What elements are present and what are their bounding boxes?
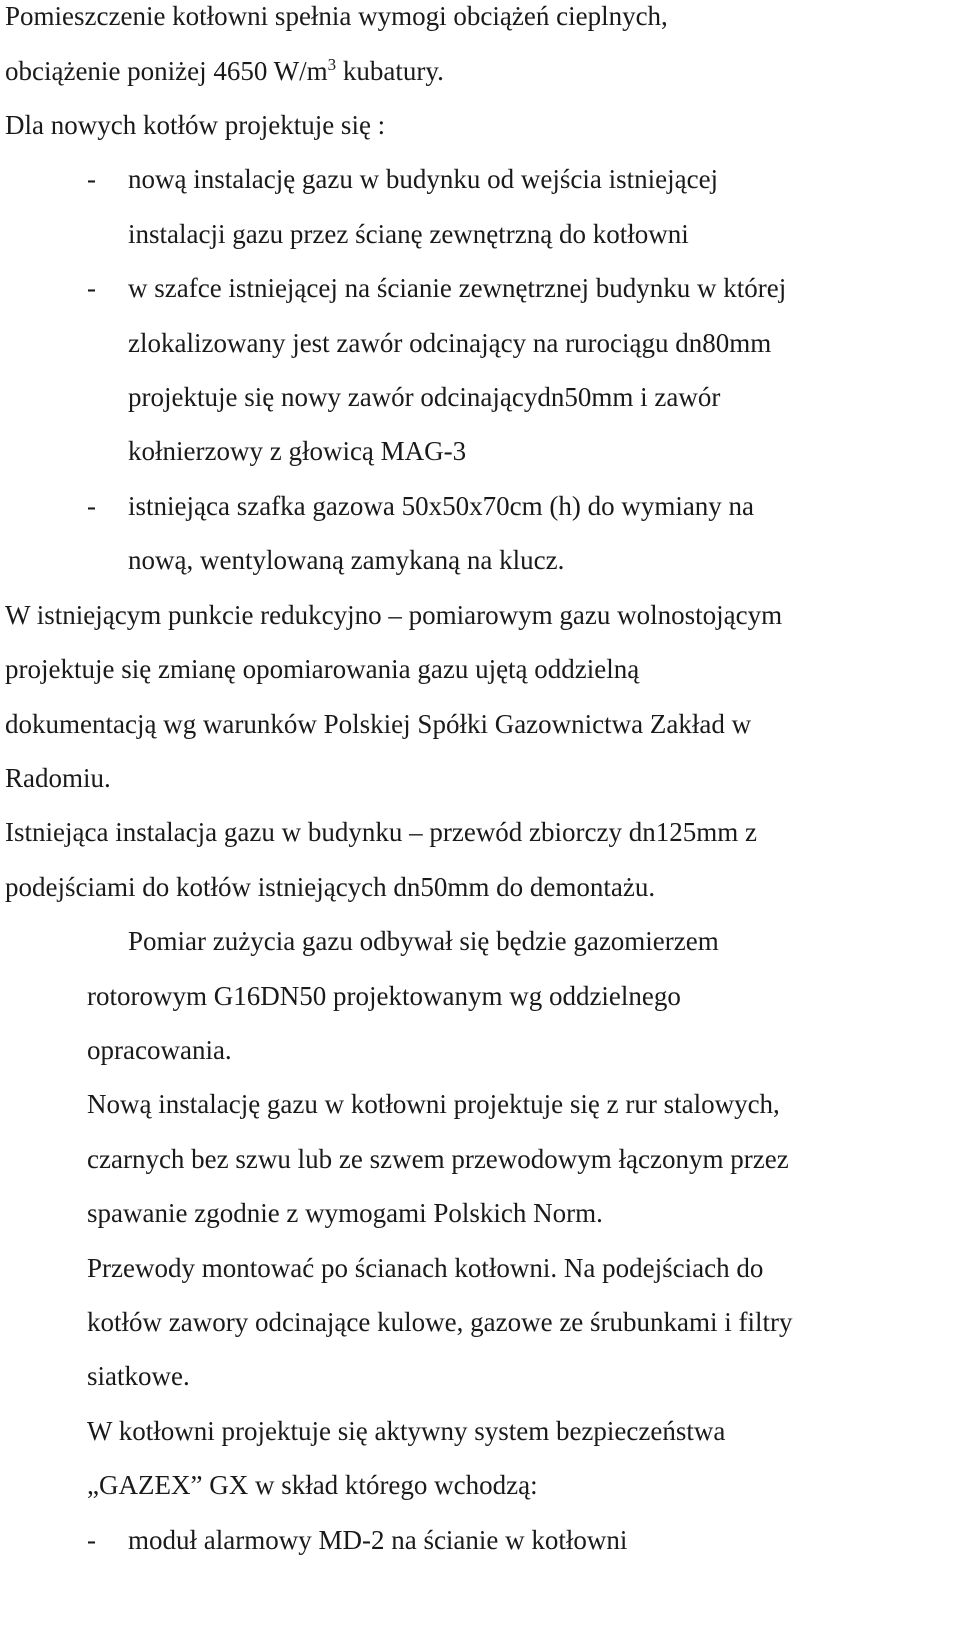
list-item-2-line-4: kołnierzowy z głowicą MAG-3 [128,436,467,466]
text-line-21: opracowania. [87,1035,232,1065]
text-line-16: Radomiu. [5,763,111,793]
list-item-4-line-1: moduł alarmowy MD-2 na ścianie w kotłowni [128,1525,628,1555]
text-line-22: Nową instalację gazu w kotłowni projektuje się z rur stalowych, [87,1089,780,1119]
list-item-3-line-2: nową, wentylowaną zamykaną na klucz. [128,545,565,575]
text-line-2 [5,55,444,87]
text-line-2-end: kubatury. [342,56,444,86]
text-line-27: siatkowe. [87,1361,190,1391]
list-dash-2: - [87,273,96,303]
list-item-1-line-2: instalacji gazu przez ścianę zewnętrzną do kotłowni [128,219,689,249]
text-line-1: Pomieszczenie kotłowni spełnia wymogi obciążeń cieplnych, [5,1,668,31]
list-dash-4: - [87,1525,96,1555]
text-line-17: Istniejąca instalacja gazu w budynku – przewód zbiorczy dn125mm z [5,817,757,847]
text-line-28: W kotłowni projektuje się aktywny system bezpieczeństwa [87,1416,726,1446]
text-line-3: Dla nowych kotłów projektuje się : [5,110,386,140]
text-line-19: Pomiar zużycia gazu odbywał się będzie gazomierzem [128,926,719,956]
list-item-2-line-3: projektuje się nowy zawór odcinającydn50mm i zawór [128,382,721,412]
text-line-18: podejściami do kotłów istniejących dn50mm do demontażu. [5,872,656,902]
superscript-3: 3 [327,55,337,74]
text-line-14: projektuje się zmianę opomiarowania gazu ujętą oddzielną [5,654,640,684]
list-item-2-line-1: w szafce istniejącej na ścianie zewnętrznej budynku w której [128,273,787,303]
text-line-13: W istniejącym punkcie redukcyjno – pomiarowym gazu wolnostojącym [5,600,783,630]
list-dash-1: - [87,164,96,194]
list-item-1-line-1: nową instalację gazu w budynku od wejścia istniejącej [128,164,719,194]
text-line-24: spawanie zgodnie z wymogami Polskich Norm. [87,1198,603,1228]
text-line-29: „GAZEX” GX w skład którego wchodzą: [87,1470,538,1500]
list-dash-3: - [87,491,96,521]
list-item-3-line-1: istniejąca szafka gazowa 50x50x70cm (h) do wymiany na [128,491,755,521]
text-line-26: kotłów zawory odcinające kulowe, gazowe ze śrubunkami i filtry [87,1307,793,1337]
text-line-25: Przewody montować po ścianach kotłowni. Na podejściach do [87,1253,764,1283]
text-line-23: czarnych bez szwu lub ze szwem przewodowym łączonym przez [87,1144,789,1174]
text-line-15: dokumentacją wg warunków Polskiej Spółki Gazownictwa Zakład w [5,709,752,739]
text-line-2-start: obciążenie poniżej 4650 W/m [5,56,328,86]
list-item-2-line-2: zlokalizowany jest zawór odcinający na rurociągu dn80mm [128,328,772,358]
text-line-20: rotorowym G16DN50 projektowanym wg oddzielnego [87,981,681,1011]
